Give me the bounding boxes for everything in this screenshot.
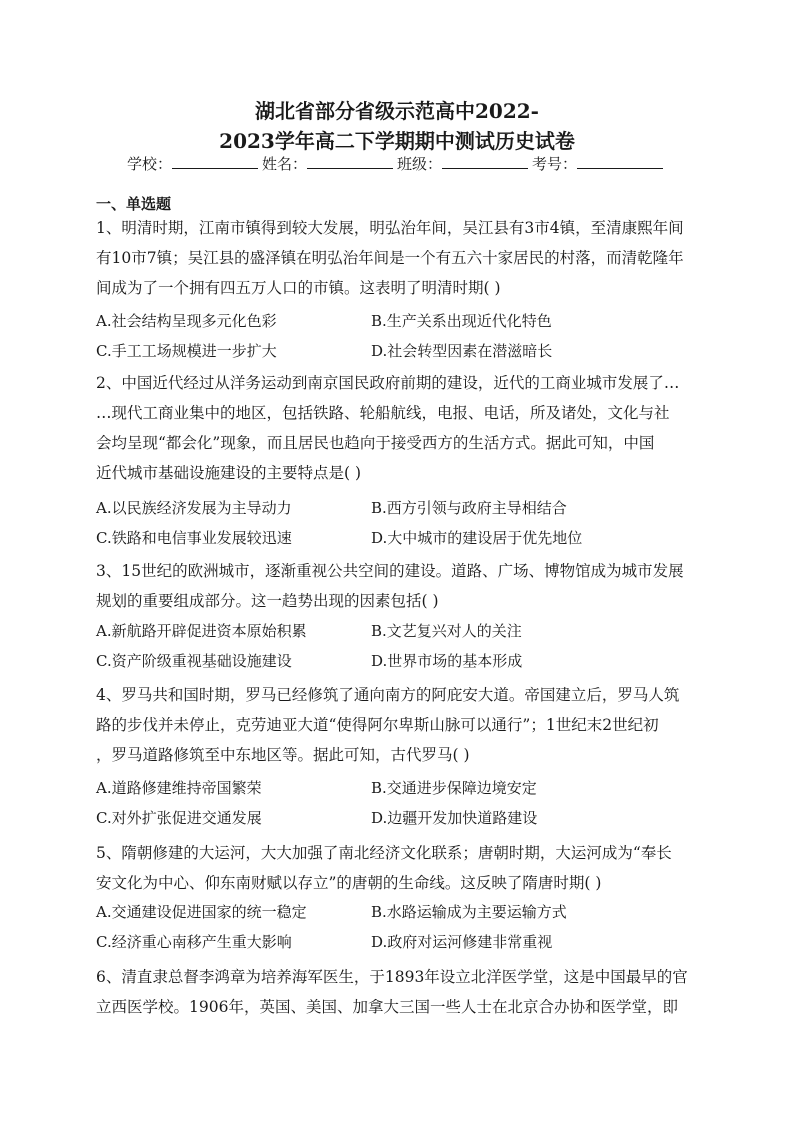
question-4-option-b: B.交通进步保障边境安定 [371, 779, 537, 797]
question-1-line-1: 1、明清时期，江南市镇得到较大发展，明弘治年间，吴江县有3市4镇，至清康熙年间 [96, 219, 684, 237]
section-title: 一、单选题 [96, 195, 172, 213]
question-2-option-a: A.以民族经济发展为主导动力 [96, 499, 292, 517]
question-1-line-3: 间成为了一个拥有四五万人口的市镇。这表明了明清时期( ) [96, 279, 501, 297]
question-5-option-d: D.政府对运河修建非常重视 [371, 933, 553, 951]
question-3-option-b: B.文艺复兴对人的关注 [371, 622, 522, 640]
question-5-line-2: 安文化为中心、仰东南财赋以存立”的唐朝的生命线。这反映了隋唐时期( ) [96, 874, 602, 892]
question-2-line-3: 会均呈现“都会化”现象，而且居民也趋向于接受西方的生活方式。据此可知，中国 [96, 434, 655, 452]
question-5-line-1: 5、隋朝修建的大运河，大大加强了南北经济文化联系；唐朝时期，大运河成为“奉长 [96, 844, 672, 862]
question-4-line-2: 路的步伐并未停止，克劳迪亚大道“使得阿尔卑斯山脉可以通行”；1世纪末2世纪初 [96, 716, 659, 734]
question-1-option-b: B.生产关系出现近代化特色 [371, 312, 552, 330]
question-2-option-d: D.大中城市的建设居于优先地位 [371, 529, 583, 547]
name-blank [307, 153, 393, 169]
question-5-option-b: B.水路运输成为主要运输方式 [371, 903, 567, 921]
student-info-line [0, 153, 794, 175]
question-2-line-2: …现代工商业集中的地区，包括铁路、轮船航线，电报、电话，所及诸处，文化与社 [96, 404, 670, 422]
number-label: 考号： [532, 155, 578, 173]
question-1-option-d: D.社会转型因素在潜滋暗长 [371, 342, 553, 360]
question-6-line-2: 立西医学校。1906年，英国、美国、加拿大三国一些人士在北京合办协和医学堂，即 [96, 998, 678, 1016]
question-4-option-d: D.边疆开发加快道路建设 [371, 809, 538, 827]
question-3-option-c: C.资产阶级重视基础设施建设 [96, 652, 292, 670]
question-5-option-c: C.经济重心南移产生重大影响 [96, 933, 292, 951]
number-blank [577, 153, 663, 169]
question-1-line-2: 有10市7镇；吴江县的盛泽镇在明弘治年间是一个有五六十家居民的村落，而清乾隆年 [96, 249, 684, 267]
question-3-line-1: 3、15世纪的欧洲城市，逐渐重视公共空间的建设。道路、广场、博物馆成为城市发展 [96, 562, 684, 580]
question-3-line-2: 规划的重要组成部分。这一趋势出现的因素包括( ) [96, 592, 439, 610]
question-6-line-1: 6、清直隶总督李鸿章为培养海军医生，于1893年设立北洋医学堂，这是中国最早的官 [96, 968, 688, 986]
question-2-line-1: 2、中国近代经过从洋务运动到南京国民政府前期的建设，近代的工商业城市发展了… [96, 374, 680, 392]
question-1-option-a: A.社会结构呈现多元化色彩 [96, 312, 277, 330]
exam-title-line2: 2023学年高二下学期期中测试历史试卷 [219, 129, 575, 153]
question-2-option-c: C.铁路和电信事业发展较迅速 [96, 529, 292, 547]
school-blank [172, 153, 258, 169]
question-4-line-1: 4、罗马共和国时期，罗马已经修筑了通向南方的阿庇安大道。帝国建立后，罗马人筑 [96, 686, 680, 704]
question-1-option-c: C.手工工场规模进一步扩大 [96, 342, 277, 360]
name-label: 姓名： [261, 155, 307, 173]
class-label: 班级： [397, 155, 443, 173]
question-5-option-a: A.交通建设促进国家的统一稳定 [96, 903, 307, 921]
question-4-option-c: C.对外扩张促进交通发展 [96, 809, 262, 827]
question-2-line-4: 近代城市基础设施建设的主要特点是( ) [96, 464, 362, 482]
question-3-option-a: A.新航路开辟促进资本原始积累 [96, 622, 307, 640]
question-4-line-3: ，罗马道路修筑至中东地区等。据此可知，古代罗马( ) [96, 746, 470, 764]
exam-title-line1: 湖北省部分省级示范高中2022- [255, 99, 539, 123]
question-4-option-a: A.道路修建维持帝国繁荣 [96, 779, 262, 797]
question-3-option-d: D.世界市场的基本形成 [371, 652, 523, 670]
school-label: 学校： [126, 155, 172, 173]
question-2-option-b: B.西方引领与政府主导相结合 [371, 499, 567, 517]
class-blank [442, 153, 528, 169]
